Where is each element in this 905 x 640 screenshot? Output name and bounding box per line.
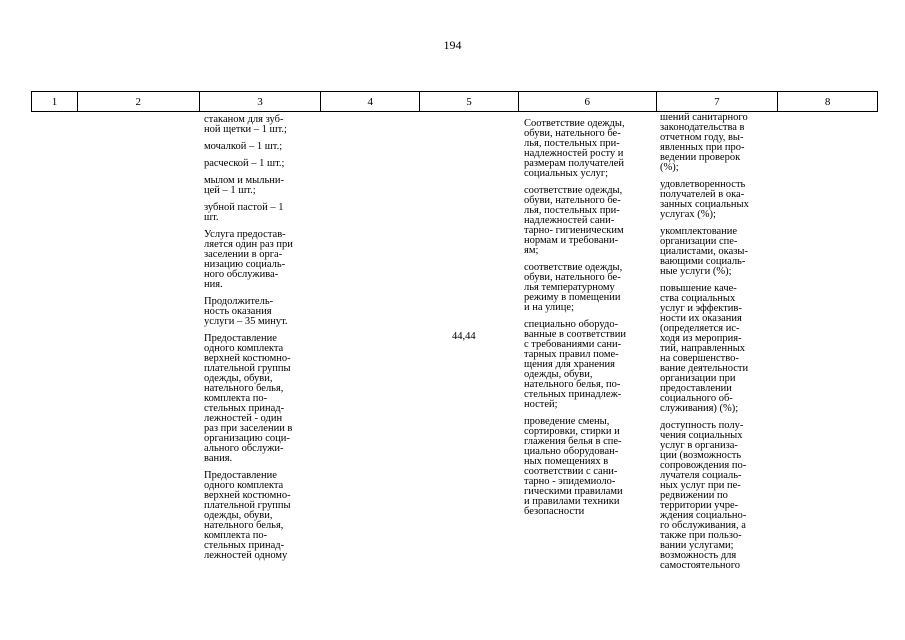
- col6-paragraph: Соответствие одежды, обуви, нательного бе- лья, постельных при- надлежностей росту и размерам получателей социальных услуг;: [524, 118, 625, 179]
- col3-paragraph: Предоставление одного комплекта верхней костюмно- плательной группы одежды, обуви, нательного белья, комплекта по- стельных принад- лежностей - один раз при заселении в организацию соци- ального обслужи- вания.: [204, 333, 293, 464]
- col6-paragraph: соответствие одежды, обуви, нательного бе- лья температурному режиму в помещении и на улице;: [524, 262, 623, 313]
- col6-paragraph: проведение смены, сортировки, стирки и глажения белья в спе- циально оборудован- ных помещениях в соответствии с сани- тарно - эпидемиоло- гическими правилами и правилами техники безопасности: [524, 416, 623, 517]
- col6-paragraph: соответствие одежды, обуви, нательного бе- лья, постельных при- надлежностей сани- тарно- гигиеническим нормам и требовани- ям;: [524, 185, 624, 256]
- header-col-8: 8: [824, 95, 831, 108]
- col6-paragraph: специально оборудо- ванные в соответствии с требованиями сани- тарных правил поме- щения для хранения одежды, обуви, нательного белья, по- стельных принадлеж- ностей;: [524, 319, 626, 410]
- col3-paragraph: мочалкой – 1 шт.;: [204, 141, 283, 152]
- table-header-row: [31, 91, 878, 112]
- header-col-7: 7: [657, 92, 779, 111]
- col3-paragraph: расческой – 1 шт.;: [204, 158, 285, 169]
- col3-paragraph: Продолжитель- ность оказания услуги – 35 минут.: [204, 296, 288, 327]
- col3-paragraph: мылом и мыльни- цей – 1 шт.;: [204, 175, 284, 196]
- col3-paragraph: стаканом для зуб- ной щетки – 1 шт.;: [204, 114, 287, 135]
- column-7-text: [660, 113, 774, 578]
- header-col-2: 2: [78, 92, 200, 111]
- col3-paragraph: зубной пастой – 1 шт.: [204, 202, 284, 223]
- header-col-4: 4: [321, 92, 420, 111]
- col7-paragraph: шений санитарного законодательства в отчетном году, вы- явленных при про- ведении проверок (%);: [660, 112, 748, 173]
- page-number: 194: [443, 38, 462, 52]
- column-5-value: 44,44: [452, 331, 476, 342]
- header-col-1: 1: [32, 92, 78, 111]
- col3-paragraph: Услуга предостав- ляется один раз при заселении в орга- низацию социаль- ного обслужива- ния.: [204, 229, 293, 290]
- column-6-text: [524, 119, 652, 524]
- col7-paragraph: удовлетворенность получателей в ока- занных социальных услугах (%);: [660, 179, 749, 220]
- col3-paragraph: Предоставление одного комплекта верхней костюмно- плательной группы одежды, обуви, нательного белья, комплекта по- стельных принад- лежностей одному: [204, 470, 291, 561]
- header-col-3: 3: [200, 92, 322, 111]
- header-col-5: 5: [420, 92, 519, 111]
- col7-paragraph: повышение каче- ства социальных услуг и эффектив- ности их оказания (определяется ис- ходя из мероприя- тий, направленных на совершенство- вание деятельности организации при предоставлении социального об- служивания) (%);: [660, 283, 749, 414]
- column-3-text: [204, 115, 316, 568]
- col7-paragraph: доступность полу- чения социальных услуг в организа- ции (возможность сопровождения по- лучателя социаль- ных услуг при пе- редвижении по территории учре- ждения социально- го обслуживания, а также при пользо- вании услугами; возможность для самостоятельного: [660, 420, 747, 571]
- header-col-6: 6: [519, 92, 657, 111]
- col7-paragraph: укомплектование организации спе- циалистами, оказы- вающими социаль- ные услуги (%);: [660, 226, 748, 277]
